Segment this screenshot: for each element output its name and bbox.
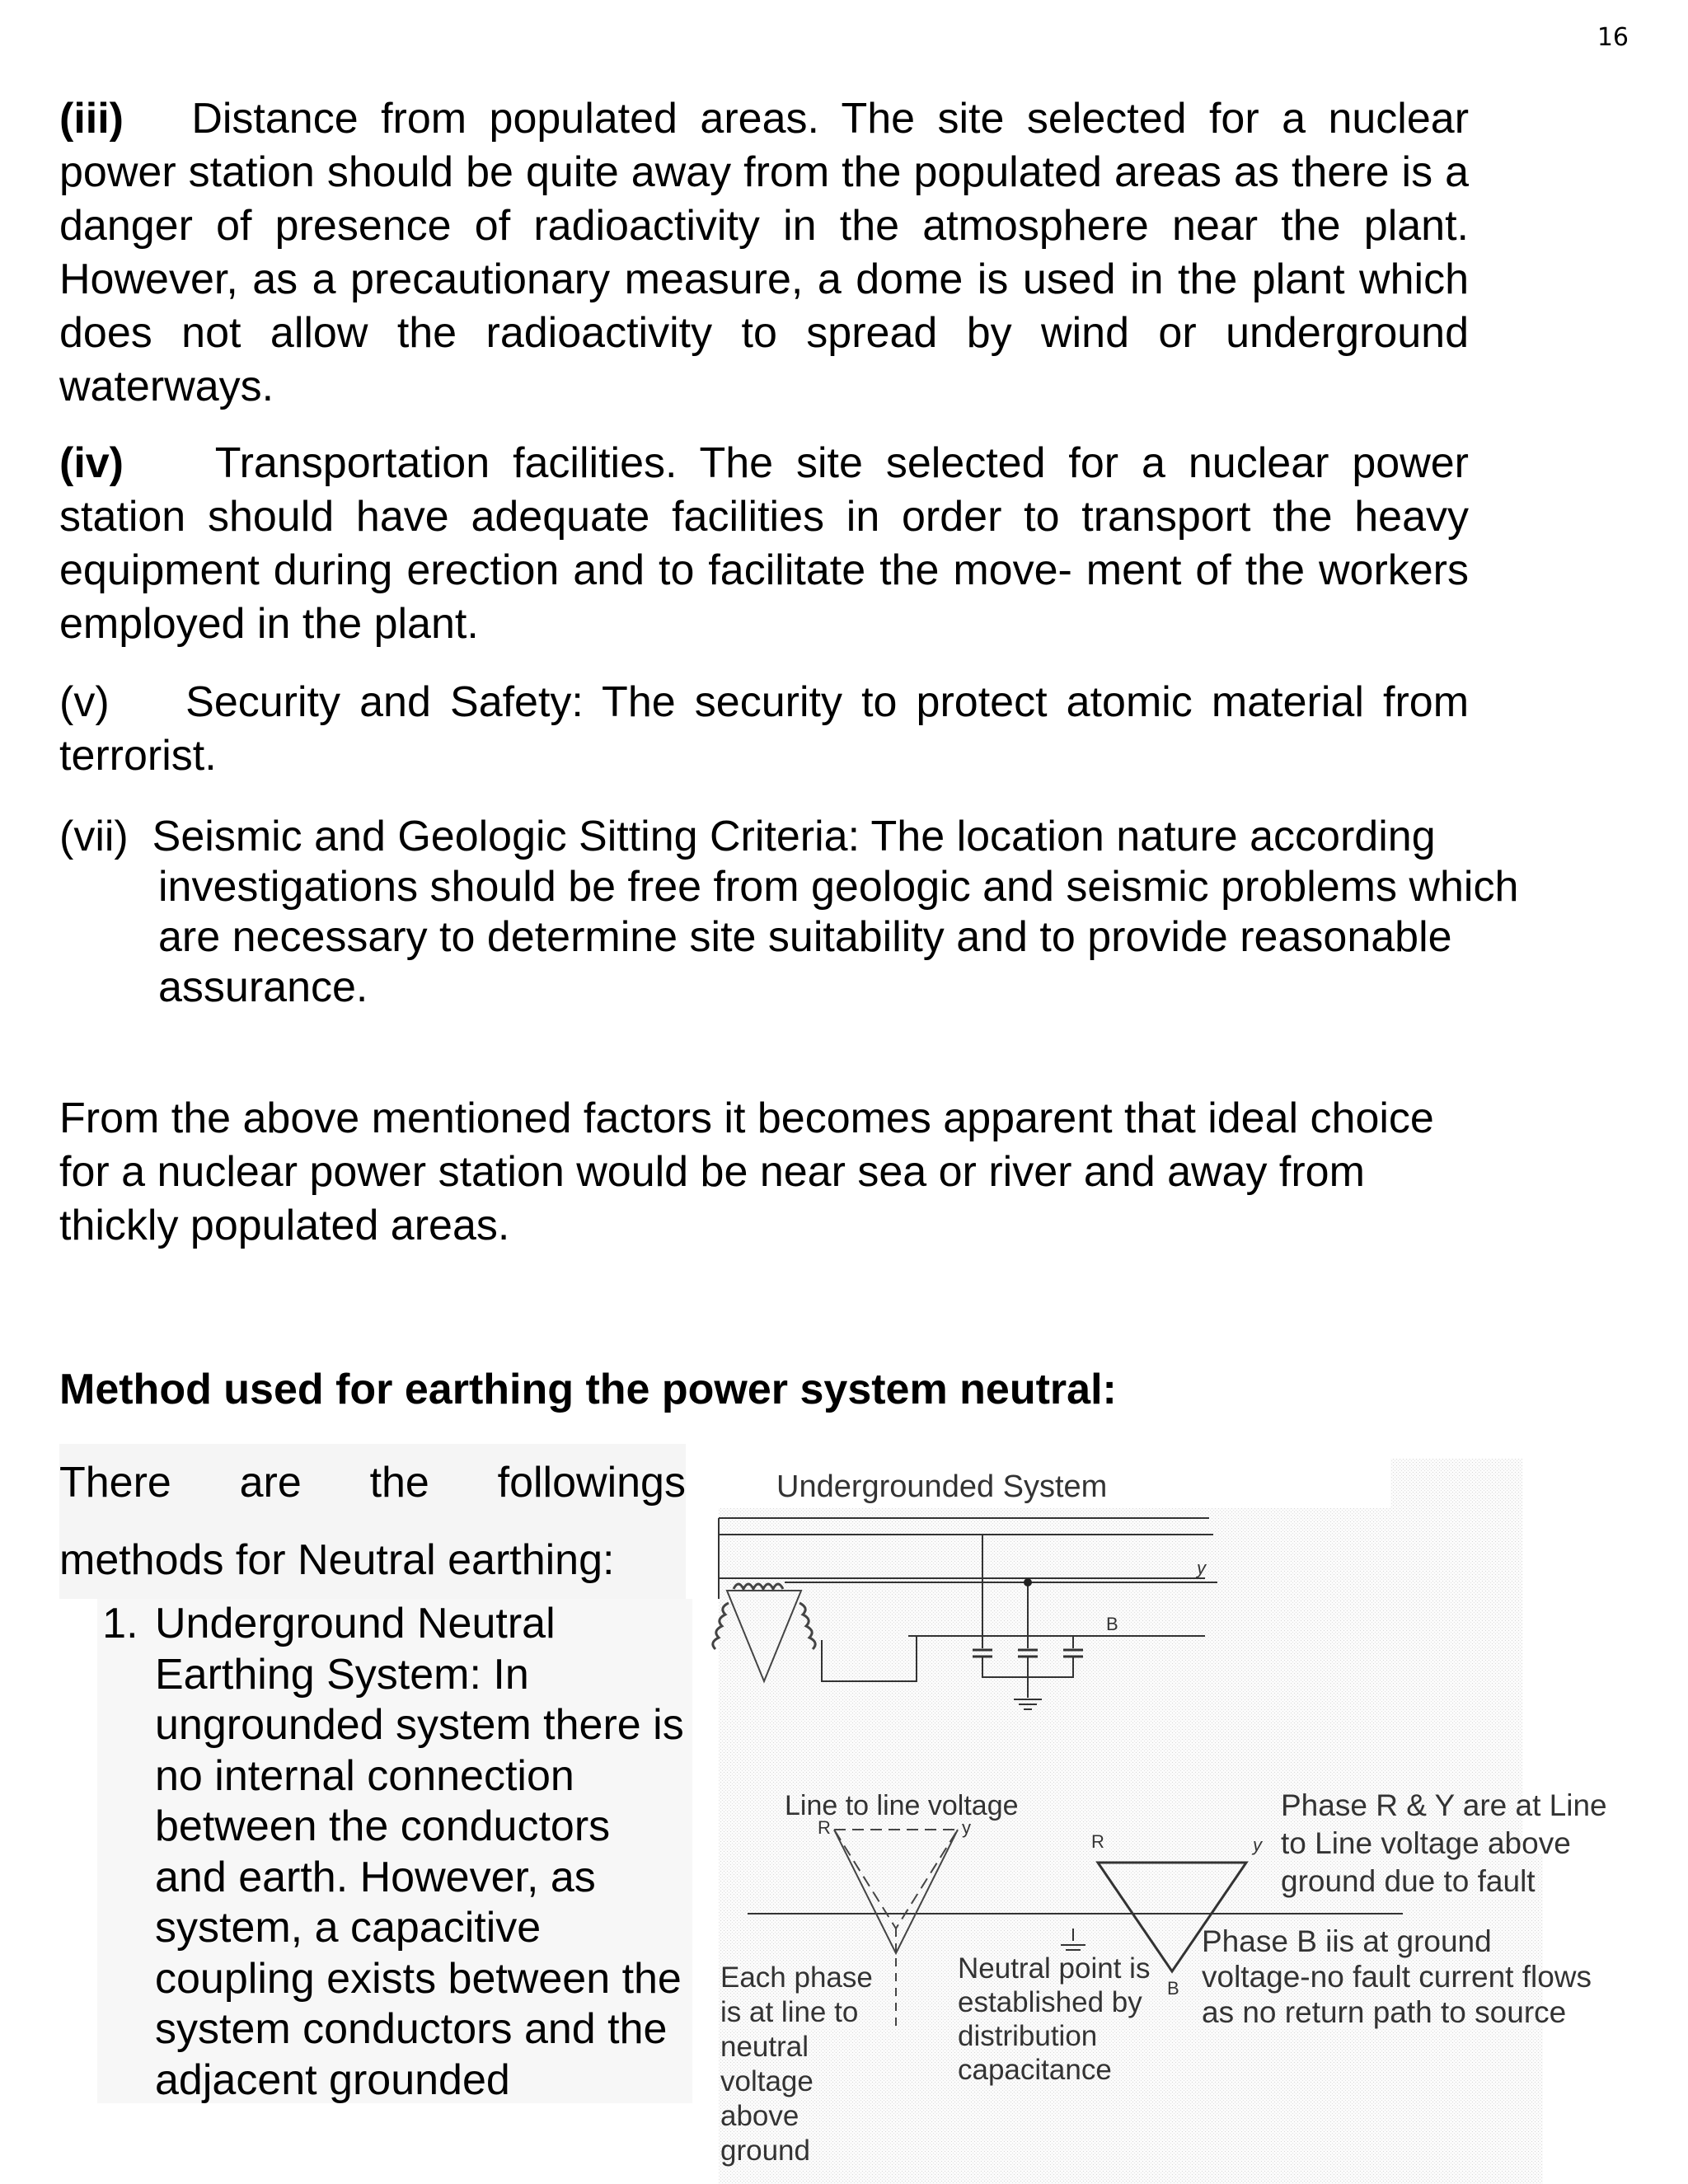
intro-word: There: [59, 1459, 171, 1507]
section-iv-text: Transportation facilities. The site selected for a nuclear power station should have adequate facilities in order to transport the heavy equipment during erection and to facilitate the move- ment of the workers employed in the plant.: [59, 439, 1469, 648]
intro-word: are: [239, 1459, 302, 1507]
section-heading: Method used for earthing the power system neutral:: [59, 1366, 1117, 1413]
section-vii-first-line: Seismic and Geologic Sitting Criteria: The location nature according: [152, 813, 1436, 860]
vertex-r-label: R: [818, 1817, 831, 1838]
section-v-number: (v): [59, 678, 110, 726]
section-iv-paragraph: [59, 437, 1469, 651]
section-iii-text: Distance from populated areas. The site selected for a nuclear power station should be quite away from the populated areas as there is a danger of presence of radioactivity in the atmosphere near the plant. However, as a precautionary measure, a dome is used in the plant which does not allow the radioactivity to spread by wind or underground waterways.: [59, 95, 1470, 410]
section-iii-number: (iii): [59, 95, 124, 143]
intro-word: followings: [497, 1459, 686, 1507]
intro-second-line: methods for Neutral earthing:: [59, 1536, 615, 1584]
page-number: 16: [1597, 23, 1629, 52]
intro-text: [59, 1444, 686, 1599]
vertex-r-label: R: [1091, 1831, 1104, 1852]
list-item: 1. Underground Neutral Earthing System: In ungrounded system there is no internal connection between the conductors and earth. However, as system, a capacitive coupling exists between the system conductors and the adjacent grounded: [150, 1599, 692, 2106]
phase-b-label: B: [1106, 1614, 1118, 1634]
junction-dot: [1024, 1578, 1032, 1586]
vertex-y-label: y: [962, 1817, 971, 1838]
line-to-line-label: Line to line voltage: [785, 1790, 1019, 1821]
phase-b-note: Phase B iis at ground voltage-no fault current flows as no return path to source: [1202, 1924, 1592, 2029]
ungrounded-system-diagram: [710, 1459, 1688, 2184]
phase-y-label: y: [1197, 1558, 1206, 1578]
section-v-text: Security and Safety: The security to protect atomic material from terrorist.: [59, 678, 1470, 780]
conclusion-paragraph: From the above mentioned factors it becomes apparent that ideal choice for a nuclear power station would be near sea or river and away from thickly populated areas.: [59, 1094, 1434, 1249]
methods-list: [97, 1599, 692, 2106]
section-vii-continuation: investigations should be free from geologic and seismic problems which are necessary to determine site suitability and to provide reasonable assurance.: [158, 863, 1519, 1011]
section-vii-number: (vii): [59, 813, 129, 860]
each-phase-note: Each phase is at line to neutral voltage above ground: [720, 1961, 873, 2167]
diagram-title: Undergrounded System: [776, 1469, 1108, 1504]
neutral-point-note: Neutral point is established by distribution capacitance: [958, 1952, 1151, 2086]
phase-ry-note: Phase R & Y are at Line to Line voltage above ground due to fault: [1281, 1788, 1607, 1898]
methods-list-box: [97, 1599, 692, 2103]
diagram-svg: [710, 1459, 1688, 2184]
vertex-b-label: B: [1167, 1978, 1179, 1999]
section-v-paragraph: [59, 676, 1469, 783]
vertex-y-label: y: [1253, 1835, 1262, 1855]
section-iv-number: (iv): [59, 439, 124, 487]
intro-word: the: [369, 1459, 429, 1507]
section-vii-paragraph: [59, 812, 1568, 1013]
section-iii-paragraph: [59, 92, 1469, 414]
